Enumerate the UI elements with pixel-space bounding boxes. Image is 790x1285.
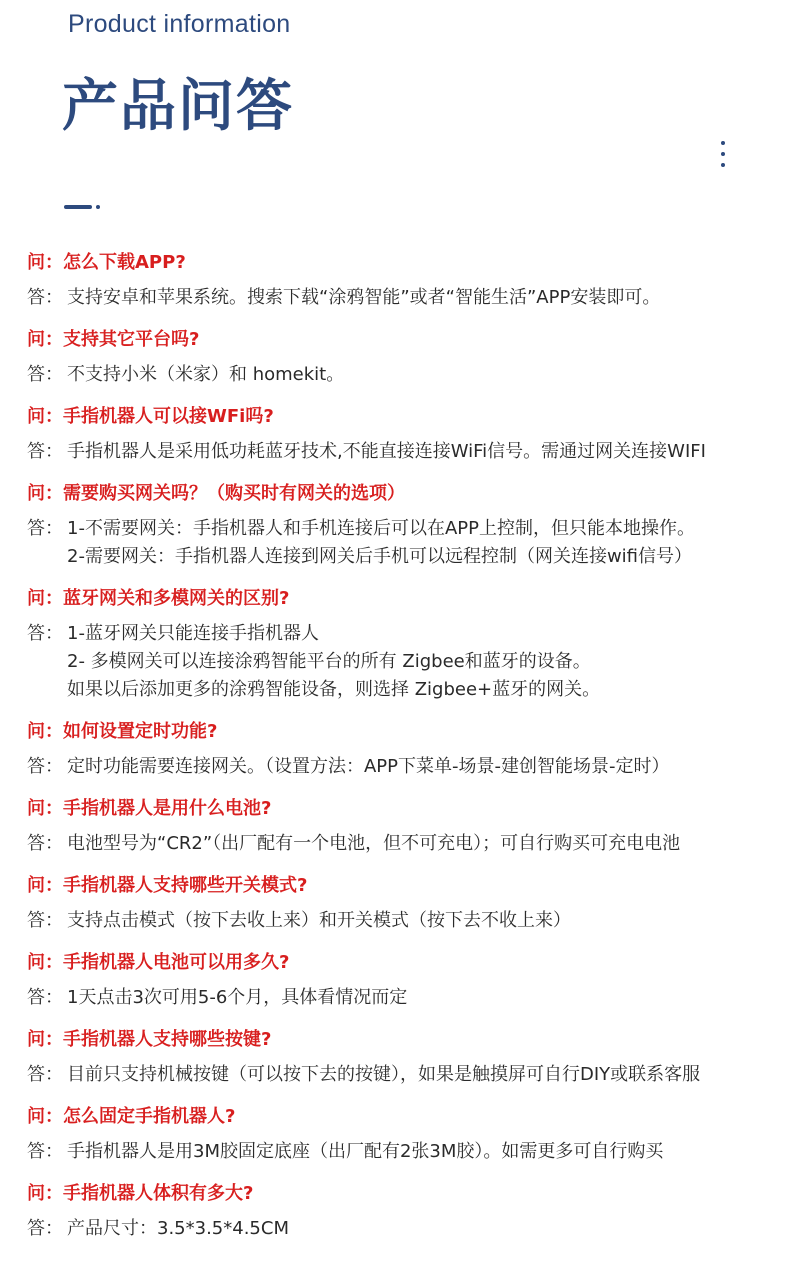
faq-item xyxy=(27,719,787,781)
answer-line: 手指机器人是用3M胶固定底座（出厂配有2张3M胶）。如需更多可自行购买 xyxy=(67,1141,664,1162)
faq-question: 问：支持其它平台吗? xyxy=(27,329,200,350)
answer-prefix: 答： xyxy=(27,1141,63,1162)
faq-item xyxy=(27,481,787,571)
answer-line: 如果以后添加更多的涂鸦智能设备，则选择 Zigbee+蓝牙的网关。 xyxy=(67,679,601,700)
faq-item xyxy=(27,796,787,858)
faq-question: 问：怎么固定手指机器人? xyxy=(27,1106,236,1127)
faq-question: 问：如何设置定时功能? xyxy=(27,721,218,742)
answer-line: 电池型号为“CR2”（出厂配有一个电池，但不可充电）；可自行购买可充电电池 xyxy=(67,833,681,854)
header-subtitle: Product information xyxy=(68,10,291,38)
faq-question: 问：手指机器人体积有多大? xyxy=(27,1183,254,1204)
answer-prefix: 答： xyxy=(27,833,63,854)
more-options-icon xyxy=(721,141,727,174)
faq-question: 问：手指机器人是用什么电池? xyxy=(27,798,272,819)
answer-line: 不支持小米（米家）和 homekit。 xyxy=(67,364,345,385)
faq-item xyxy=(27,1181,787,1243)
faq-item xyxy=(27,327,787,389)
answer-prefix: 答： xyxy=(27,441,63,462)
faq-item xyxy=(27,250,787,312)
faq-answer xyxy=(27,515,787,571)
faq-answer xyxy=(27,438,787,466)
answer-prefix: 答： xyxy=(27,756,63,777)
answer-prefix: 答： xyxy=(27,623,63,644)
faq-question: 问：蓝牙网关和多模网关的区别? xyxy=(27,588,290,609)
faq-answer xyxy=(27,284,787,312)
faq-answer xyxy=(27,620,787,704)
faq-answer xyxy=(27,1061,787,1089)
faq-question: 问：手指机器人可以接WFi吗? xyxy=(27,406,274,427)
answer-line: 定时功能需要连接网关。（设置方法：APP下菜单-场景-建创智能场景-定时） xyxy=(67,756,670,777)
answer-line: 2-需要网关：手指机器人连接到网关后手机可以远程控制（网关连接wifi信号） xyxy=(67,546,693,567)
accent-dot xyxy=(96,205,100,209)
faq-question: 问：怎么下载APP? xyxy=(27,252,186,273)
faq-item xyxy=(27,1027,787,1089)
answer-prefix: 答： xyxy=(27,910,63,931)
answer-prefix: 答： xyxy=(27,1218,63,1239)
accent-divider xyxy=(64,205,92,209)
answer-line: 产品尺寸：3.5*3.5*4.5CM xyxy=(67,1218,289,1239)
faq-answer xyxy=(27,1215,787,1243)
faq-question: 问：手指机器人支持哪些开关模式? xyxy=(27,875,308,896)
faq-item xyxy=(27,404,787,466)
faq-answer xyxy=(27,1138,787,1166)
faq-item xyxy=(27,950,787,1012)
answer-line: 支持点击模式（按下去收上来）和开关模式（按下去不收上来） xyxy=(67,910,571,931)
faq-answer xyxy=(27,907,787,935)
faq-answer xyxy=(27,984,787,1012)
faq-question: 问：需要购买网关吗？（购买时有网关的选项） xyxy=(27,483,405,504)
faq-answer xyxy=(27,361,787,389)
answer-line: 1天点击3次可用5-6个月，具体看情况而定 xyxy=(67,987,408,1008)
page-title: 产品问答 xyxy=(62,74,294,139)
faq-item xyxy=(27,873,787,935)
faq-item xyxy=(27,586,787,704)
answer-prefix: 答： xyxy=(27,518,63,539)
answer-prefix: 答： xyxy=(27,1064,63,1085)
faq-item xyxy=(27,1104,787,1166)
answer-line: 1-不需要网关：手指机器人和手机连接后可以在APP上控制，但只能本地操作。 xyxy=(67,518,695,539)
faq-answer xyxy=(27,830,787,858)
faq-question: 问：手指机器人支持哪些按键? xyxy=(27,1029,272,1050)
answer-prefix: 答： xyxy=(27,987,63,1008)
faq-answer xyxy=(27,753,787,781)
answer-prefix: 答： xyxy=(27,364,63,385)
answer-line: 2- 多模网关可以连接涂鸦智能平台的所有 Zigbee和蓝牙的设备。 xyxy=(67,651,591,672)
faq-question: 问：手指机器人电池可以用多久? xyxy=(27,952,290,973)
answer-line: 1-蓝牙网关只能连接手指机器人 xyxy=(67,623,319,644)
answer-prefix: 答： xyxy=(27,287,63,308)
answer-line: 支持安卓和苹果系统。搜索下载“涂鸦智能”或者“智能生活”APP安装即可。 xyxy=(67,287,661,308)
answer-line: 目前只支持机械按键（可以按下去的按键），如果是触摸屏可自行DIY或联系客服 xyxy=(67,1064,701,1085)
answer-line: 手指机器人是采用低功耗蓝牙技术,不能直接连接WiFi信号。需通过网关连接WIFI xyxy=(67,441,706,462)
